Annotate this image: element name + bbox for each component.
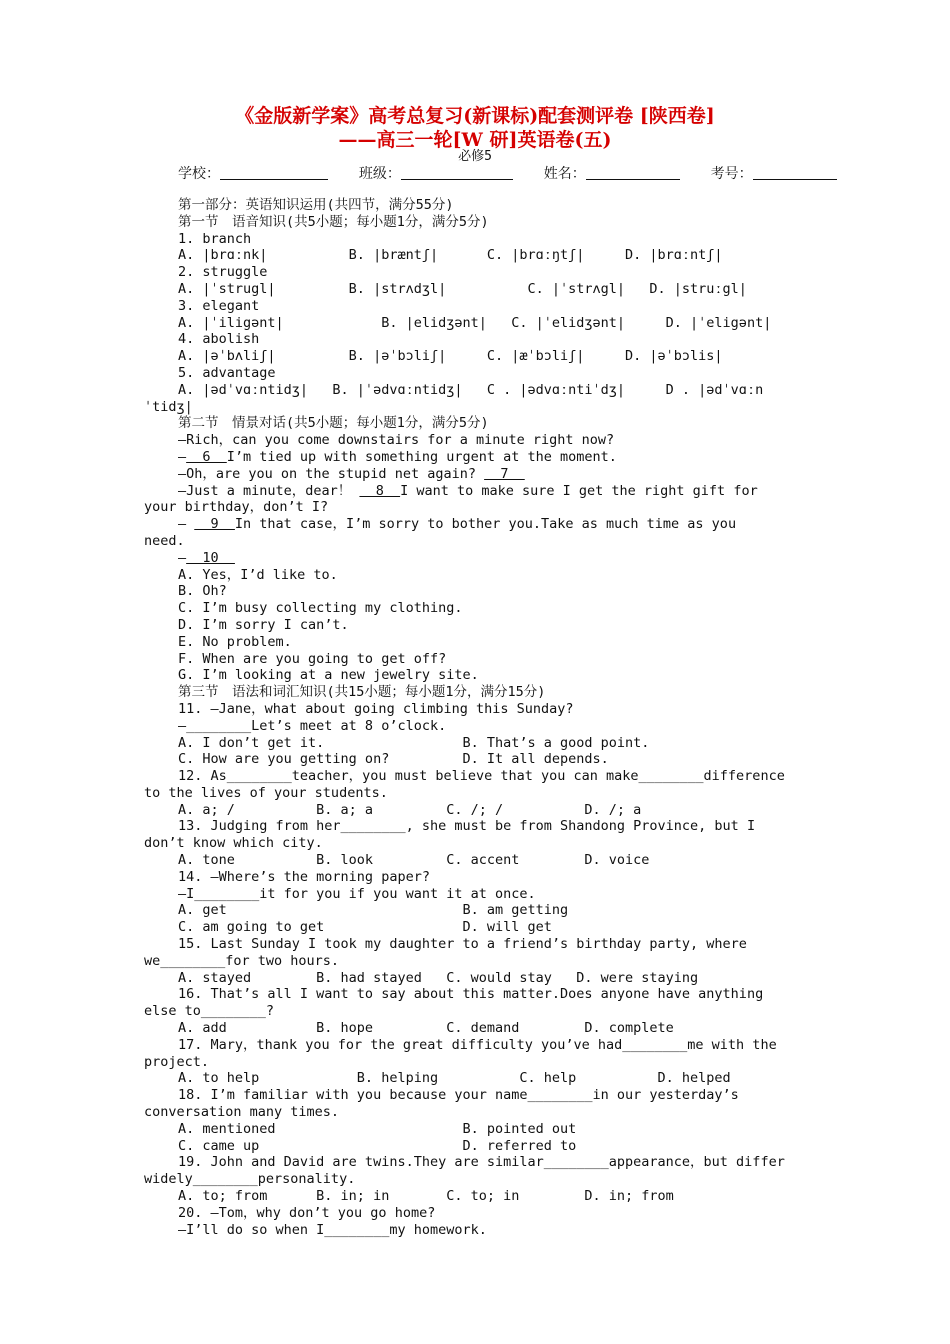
question-11: 11. —Jane，what about going climbing this Sunday? xyxy=(178,700,574,717)
question-20: 20. —Tom，why don’t you go home? xyxy=(178,1204,436,1221)
question-17-cont: project. xyxy=(144,1053,210,1070)
name-label: 姓名： xyxy=(543,166,586,182)
dialogue-line-9-cont: need. xyxy=(144,532,185,549)
question-18: 18. I’m familiar with you because your name________in our yesterday’s xyxy=(178,1087,739,1104)
option-f: F. When are you going to get off? xyxy=(178,650,447,667)
question-15-cont: we________for two hours. xyxy=(144,952,340,969)
name-blank[interactable] xyxy=(586,165,680,180)
school-blank[interactable] xyxy=(220,165,328,180)
option-c: C. I’m busy collecting my clothing. xyxy=(178,600,463,617)
question-14: 14. —Where’s the morning paper? xyxy=(178,868,430,885)
question-3-options: A. |ˈiligənt| B. |elidʒənt| C. |ˈelidʒənt| D. |ˈeligənt| xyxy=(178,314,772,331)
question-2: 2. struggle xyxy=(178,264,268,281)
question-16-cont: else to________? xyxy=(144,1003,275,1020)
dialogue-line-8: —Just a minute，dear！ 8 I want to make sure I get the right gift for xyxy=(178,482,758,499)
section-three-heading: 第三节 语法和词汇知识(共15小题；每小题1分，满分15分) xyxy=(178,684,546,701)
question-11-reply: —________Let’s meet at 8 o’clock. xyxy=(178,717,447,734)
exam-body xyxy=(144,197,808,1238)
exam-title-line2: ——高三一轮[W 研]英语卷(五) xyxy=(338,129,612,151)
question-13-cont: don’t know which city. xyxy=(144,835,323,852)
exam-title-line1: 《金版新学案》高考总复习(新课标)配套测评卷 [陕西卷] xyxy=(235,105,715,127)
question-5-options-cont: ˈtidʒ| xyxy=(144,398,193,415)
question-12-options: A. a; / B. a; a C. /; / D. /; a xyxy=(178,801,642,818)
class-blank[interactable] xyxy=(401,165,513,180)
question-18-options-ab: A. mentioned B. pointed out xyxy=(178,1120,577,1137)
question-19-options: A. to; from B. in; in C. to; in D. in; from xyxy=(178,1188,674,1205)
question-15-options: A. stayed B. had stayed C. would stay D. were staying xyxy=(178,969,699,986)
question-16: 16. That’s all I want to say about this matter.Does anyone have anything xyxy=(178,986,764,1003)
question-14-reply: —I________it for you if you want it at once. xyxy=(178,885,536,902)
blank-7[interactable]: 7 xyxy=(484,465,525,482)
option-d: D. I’m sorry I can’t. xyxy=(178,616,349,633)
question-16-options: A. add B. hope C. demand D. complete xyxy=(178,1020,674,1037)
part-one-heading: 第一部分：英语知识运用(共四节，满分55分) xyxy=(178,197,454,213)
module-subtitle: 必修5 xyxy=(458,149,492,164)
question-13: 13. Judging from her________, she must be from Shandong Province, but I xyxy=(178,818,756,835)
number-blank[interactable] xyxy=(753,165,837,180)
question-13-options: A. tone B. look C. accent D. voice xyxy=(178,852,650,869)
option-a: A. Yes，I’d like to. xyxy=(178,566,338,583)
question-17-options: A. to help B. helping C. help D. helped xyxy=(178,1070,731,1087)
section-one-heading: 第一节 语音知识(共5小题；每小题1分，满分5分) xyxy=(178,213,489,230)
question-18-cont: conversation many times. xyxy=(144,1104,340,1121)
question-3: 3. elegant xyxy=(178,297,260,314)
question-4-options: A. |əˈbʌliʃ| B. |əˈbɔliʃ| C. |æˈbɔliʃ| D. |əˈbɔlis| xyxy=(178,348,723,365)
question-19-cont: widely________personality. xyxy=(144,1171,356,1188)
number-label: 考号： xyxy=(710,166,753,182)
question-5-options: A. |ədˈvɑːntidʒ| B. |ˈədvɑːntidʒ| C . |ədvɑːntiˈdʒ| D . |ədˈvɑːn xyxy=(178,381,764,398)
dialogue-line-6: — 6 I’m tied up with something urgent at the moment. xyxy=(178,448,617,465)
question-15: 15. Last Sunday I took my daughter to a friend’s birthday party, where xyxy=(178,936,747,953)
dialogue-line-9: — 9 In that case，I’m sorry to bother you.Take as much time as you xyxy=(178,516,737,533)
question-12-cont: to the lives of your students. xyxy=(144,784,388,801)
dialogue-line-7: —Oh，are you on the stupid net again? 7 xyxy=(178,465,525,482)
blank-9[interactable]: 9 xyxy=(194,516,235,533)
question-20-reply: —I’ll do so when I________my homework. xyxy=(178,1221,487,1238)
option-b: B. Oh? xyxy=(178,583,227,600)
question-4: 4. abolish xyxy=(178,331,260,348)
question-14-options-cd: C. am going to get D. will get xyxy=(178,919,552,936)
question-5: 5. advantage xyxy=(178,364,276,381)
school-label: 学校： xyxy=(178,166,220,182)
dialogue-line-1: —Rich，can you come downstairs for a minute right now? xyxy=(178,432,615,449)
class-label: 班级： xyxy=(358,166,401,182)
section-two-heading: 第二节 情景对话(共5小题；每小题1分，满分5分) xyxy=(178,415,489,432)
dialogue-line-8-cont: your birthday，don’t I? xyxy=(144,499,329,516)
question-2-options: A. |ˈstrugl| B. |strʌdʒl| C. |ˈstrʌgl| D. |struːgl| xyxy=(178,280,747,297)
question-11-options-cd: C. How are you getting on? D. It all depends. xyxy=(178,751,609,768)
option-e: E. No problem. xyxy=(178,633,292,650)
question-18-options-cd: C. came up D. referred to xyxy=(178,1137,577,1154)
question-17: 17. Mary，thank you for the great difficulty you’ve had________me with the xyxy=(178,1036,777,1053)
blank-10[interactable]: 10 xyxy=(186,549,235,566)
question-11-options-ab: A. I don’t get it. B. That’s a good point. xyxy=(178,734,650,751)
blank-6[interactable]: 6 xyxy=(186,448,227,465)
question-12: 12. As________teacher，you must believe that you can make________difference xyxy=(178,768,785,785)
question-19: 19. John and David are twins.They are similar________appearance，but differ xyxy=(178,1154,785,1171)
question-14-options-ab: A. get B. am getting xyxy=(178,902,569,919)
student-info-line xyxy=(178,165,808,183)
dialogue-line-10: — 10 xyxy=(178,549,235,566)
question-1: 1. branch xyxy=(178,230,252,247)
blank-8[interactable]: 8 xyxy=(359,482,401,499)
option-g: G. I’m looking at a new jewelry site. xyxy=(178,667,479,684)
question-1-options: A. |brɑːnk| B. |bræntʃ| C. |brɑːŋtʃ| D. |brɑːntʃ| xyxy=(178,247,723,264)
